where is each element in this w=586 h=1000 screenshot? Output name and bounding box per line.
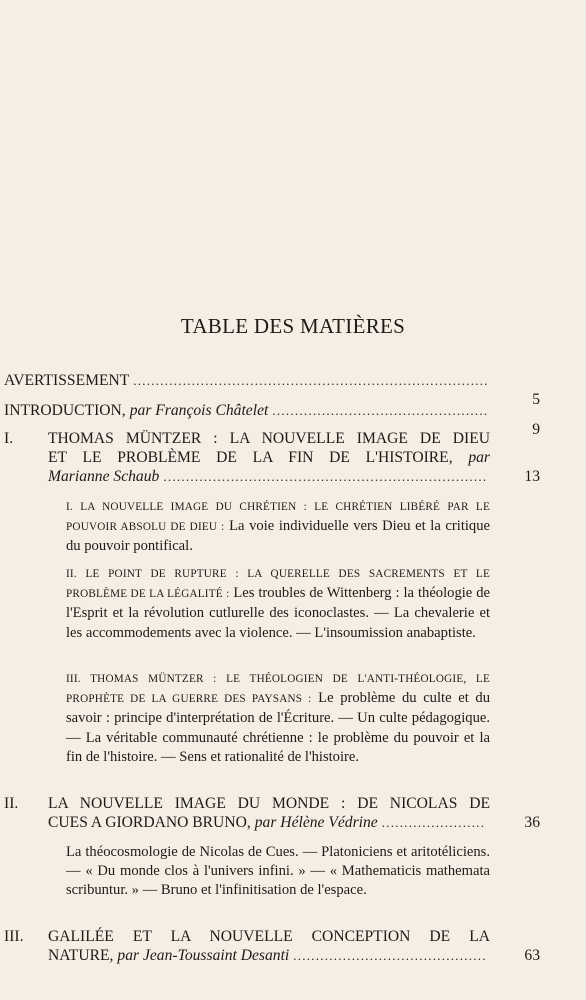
entry-label: INTRODUCTION, — [4, 402, 126, 419]
section-text: La théocosmologie de Nicolas de Cues. — Platoniciens et aritotéliciens. — « Du monde clos à l'univers infini. » — « Mathematicis mathemata scribuntur. » — Bruno et l'infinitisation de l'espace. — [66, 844, 490, 899]
chapter-number: III. — [4, 928, 24, 945]
section-text: La voie individuelle vers Dieu et la critique du pouvoir pontifical. — [66, 518, 490, 555]
chapter-title: LA NOUVELLE IMAGE DU MONDE : DE NICOLAS DE CUES A GIORDANO BRUNO, par Hélène Védrine . . . — [48, 794, 490, 832]
entry-author: par Jean-Toussaint Desanti — [117, 947, 290, 964]
section-summary — [66, 564, 490, 643]
page-number: 9 — [532, 421, 540, 438]
chapter-title: GALILÉE ET LA NOUVELLE CONCEPTION DE LA NATURE, par Jean-Toussaint Desanti . . . — [48, 927, 490, 965]
toc-entry-chapter-3[interactable] — [0, 927, 540, 967]
section-summary — [66, 843, 490, 901]
section-heading: II. LE POINT DE RUPTURE : LA QUERELLE DES SACREMENTS ET LE PROBLÈME DE LA LÉGALITÉ : — [66, 568, 490, 601]
section-text: Les troubles de Wittenberg : la théologie de l'Esprit et la révolution cutlurelle des iconoclastes. — La chevalerie et les accommodements avec la violence. — L'insoumission anabaptiste. — [66, 585, 491, 641]
section-summary — [66, 497, 490, 557]
page-title: TABLE DES MATIÈRES — [180, 314, 406, 338]
leader-dots — [382, 813, 486, 832]
entry-author: par Hélène Védrine — [254, 814, 378, 831]
toc-entry-introduction[interactable] — [4, 401, 540, 438]
leader-dots — [272, 401, 488, 420]
section-heading: I. LA NOUVELLE IMAGE DU CHRÉTIEN : LE CHRÉTIEN LIBÉRÉ PAR LE POUVOIR ABSOLU DE DIEU : — [66, 501, 490, 534]
entry-author: par François Châtelet — [129, 402, 269, 419]
entry-label: AVERTISSEMENT — [4, 372, 130, 389]
leader-dots — [133, 371, 488, 390]
page-number: 5 — [532, 391, 540, 408]
chapter-title: THOMAS MÜNTZER : LA NOUVELLE IMAGE DE DIEU ET LE PROBLÈME DE LA FIN DE L'HISTOIRE, par Marianne Schaub . . . — [48, 429, 490, 486]
leader-dots — [293, 946, 486, 965]
entry-author: Marianne Schaub — [48, 468, 160, 485]
toc-entry-avertissement[interactable] — [4, 371, 540, 408]
leader-dots — [163, 467, 486, 486]
section-summary — [66, 669, 490, 767]
page-number: 13 — [524, 468, 540, 485]
toc-entry-chapter-1[interactable] — [0, 429, 540, 489]
section-text: Le problème du culte et du savoir : principe d'interprétation de l'Écriture. — Un culte pédagogique. — La véritable communauté chrétienne : le problème du pouvoir et la fin de l'histoire. — Sens et rationalité de l'histoire. — [66, 690, 490, 765]
section-heading: III. THOMAS MÜNTZER : LE THÉOLOGIEN DE L'ANTI-THÉOLOGIE, LE PROPHÈTE DE LA GUERRE DES PAYSANS : — [66, 673, 490, 706]
page-number: 63 — [524, 947, 540, 964]
chapter-number: II. — [4, 795, 19, 812]
toc-entry-chapter-2[interactable] — [0, 794, 540, 834]
page-number: 36 — [524, 814, 540, 831]
chapter-number: I. — [4, 430, 14, 447]
